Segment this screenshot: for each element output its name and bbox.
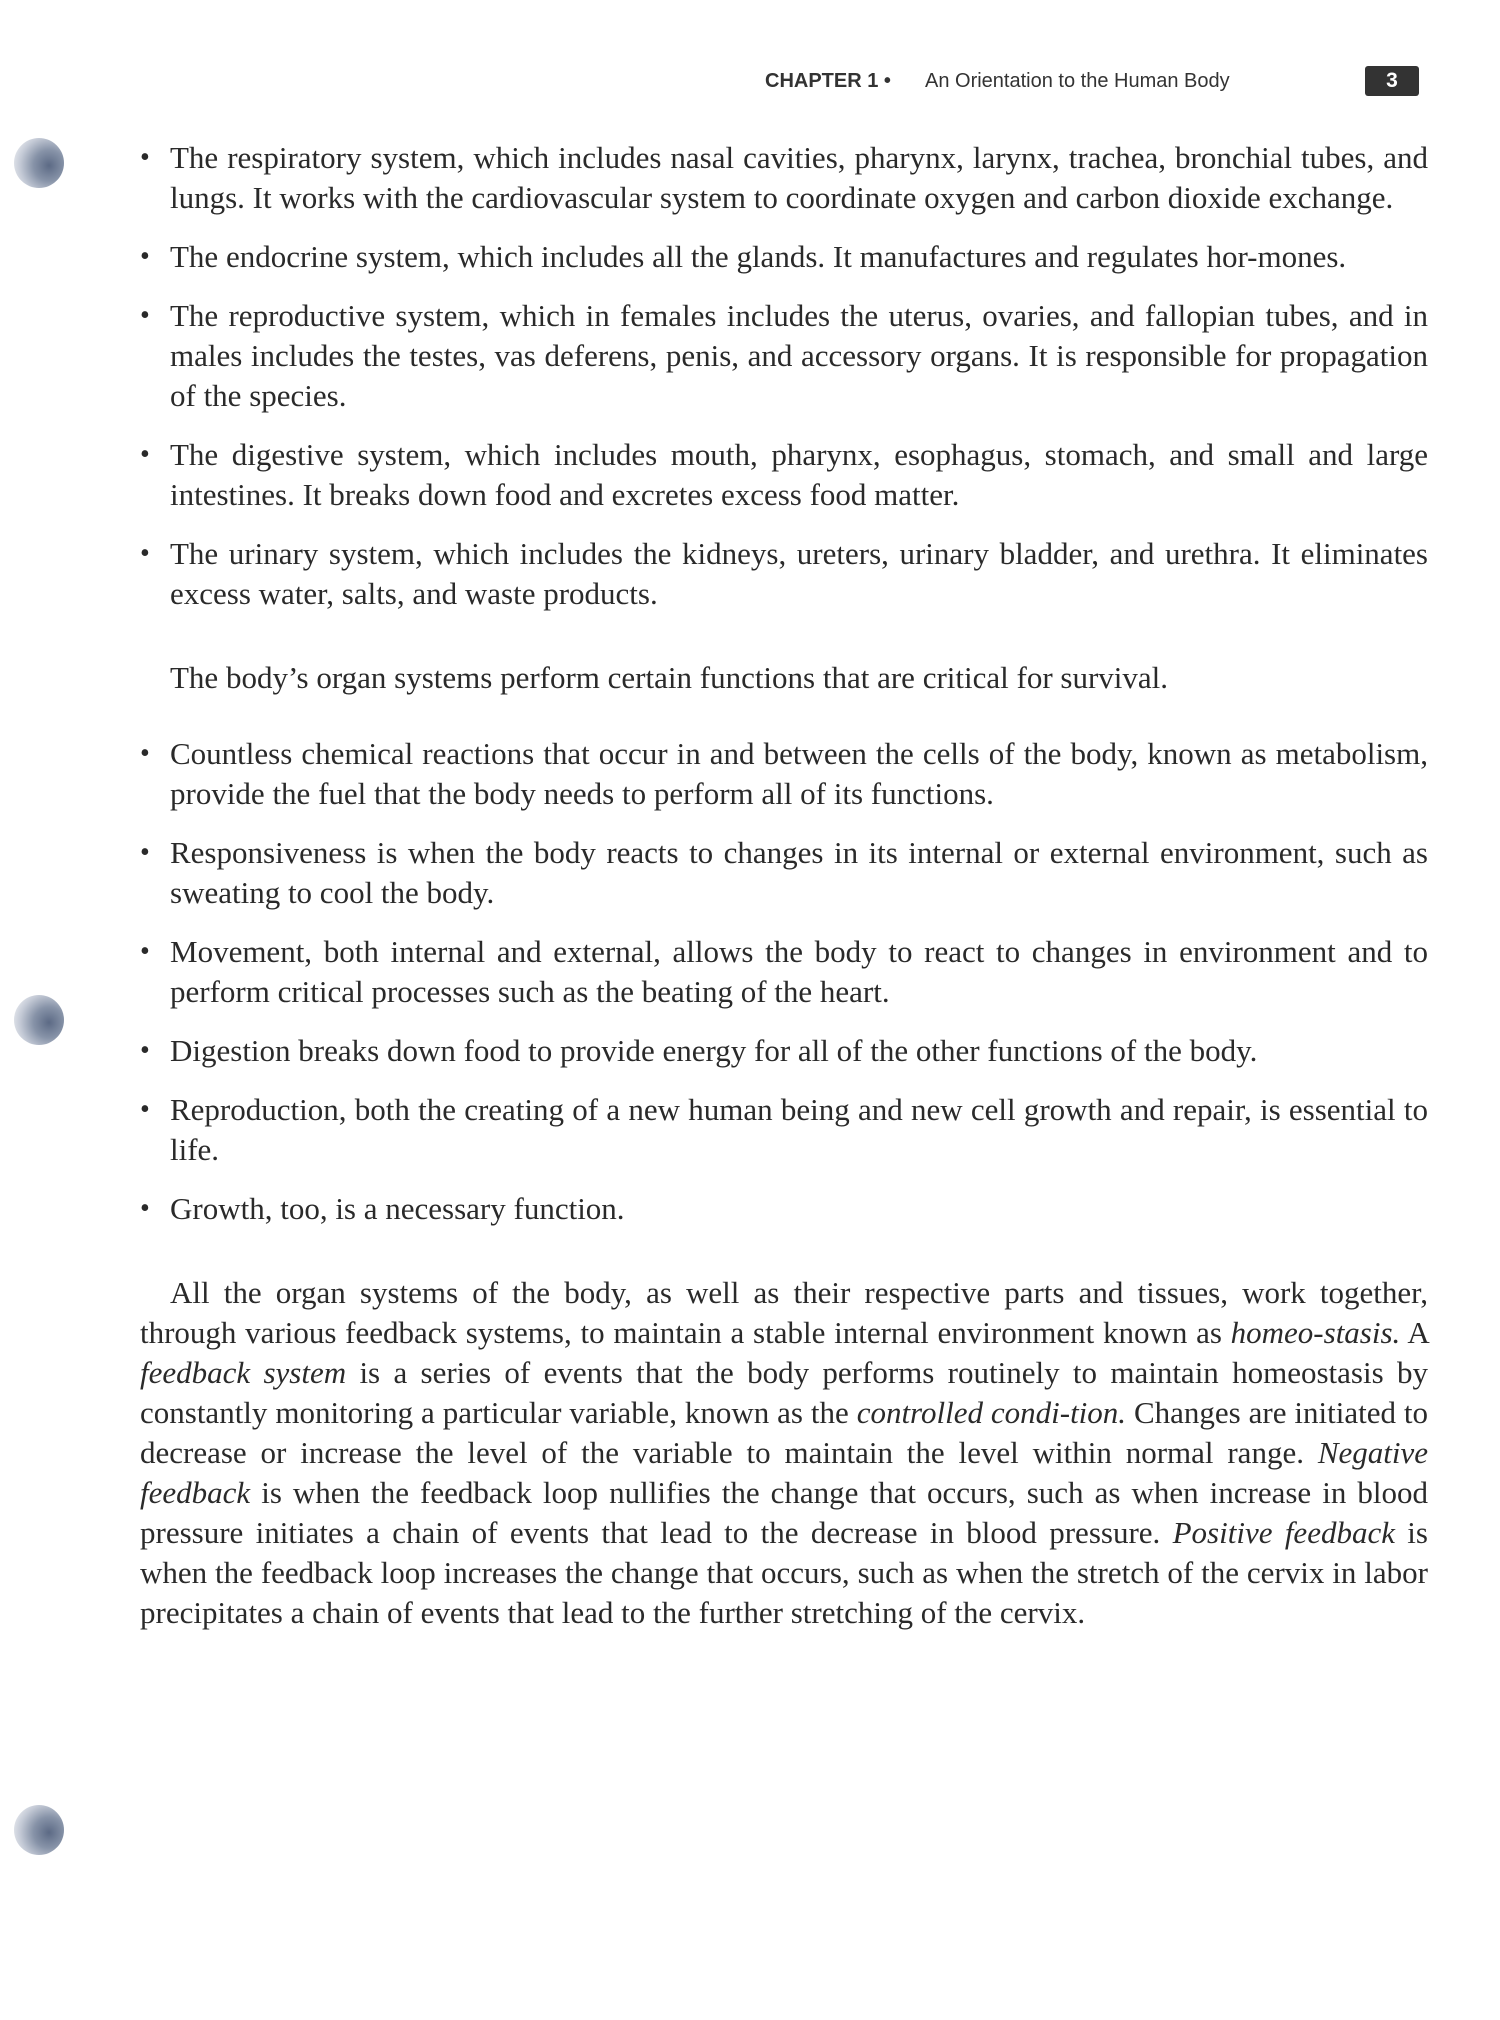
list-item-movement: • Movement, both internal and external, allows the body to react to changes in environment and to perform critical processes such as the beating of the heart. bbox=[140, 932, 1428, 1012]
term-homeostasis: homeo-stasis. bbox=[1230, 1315, 1401, 1350]
term-positive-feedback: Positive feedback bbox=[1172, 1515, 1395, 1550]
list-item-metabolism: • Countless chemical reactions that occur in and between the cells of the body, known as metabolism, provide the fuel that the body needs to perform all of its functions. bbox=[140, 734, 1428, 814]
term-negative-feedback: Negative feedback bbox=[140, 1435, 1428, 1510]
list-item-digestive: • The digestive system, which includes mouth, pharynx, esophagus, stomach, and small and large intestines. It breaks down food and excretes excess food matter. bbox=[140, 435, 1428, 515]
punch-hole-bottom bbox=[14, 1805, 64, 1855]
list-item-urinary: • The urinary system, which includes the kidneys, ureters, urinary bladder, and urethra. It eliminates excess water, salts, and waste products. bbox=[140, 534, 1428, 614]
list-item-reproduction: • Reproduction, both the creating of a new human being and new cell growth and repair, is essential to life. bbox=[140, 1090, 1428, 1170]
running-header bbox=[765, 66, 1425, 100]
chapter-label: CHAPTER 1 • bbox=[765, 70, 891, 92]
list-item-growth: • Growth, too, is a necessary function. bbox=[140, 1189, 1428, 1229]
list-item-endocrine: • The endocrine system, which includes all the glands. It manufactures and regulates hor-mones. bbox=[140, 237, 1428, 277]
list-item-responsiveness: • Responsiveness is when the body reacts to changes in its internal or external environment, such as sweating to cool the body. bbox=[140, 833, 1428, 913]
functions-intro: The body’s organ systems perform certain functions that are critical for survival. bbox=[170, 660, 1169, 695]
term-feedback-system: feedback system bbox=[140, 1355, 347, 1390]
page-body bbox=[140, 138, 1428, 1633]
list-item-digestion: • Digestion breaks down food to provide energy for all of the other functions of the body. bbox=[140, 1031, 1428, 1071]
punch-hole-top bbox=[14, 138, 64, 188]
list-item-respiratory: • The respiratory system, which includes nasal cavities, pharynx, larynx, trachea, bronchial tubes, and lungs. It works with the cardiovascular system to coordinate oxygen and carbon dioxide exchange. bbox=[140, 138, 1428, 218]
page-number-badge: 3 bbox=[1365, 66, 1419, 96]
homeostasis-paragraph: All the organ systems of the body, as well as their respective parts and tissues, work together, through various feedback systems, to maintain a stable internal environment known as homeo-stasis. A feedback system is a series of events that the body performs routinely to maintain homeostasis by constantly monitoring a particular variable, known as the controlled condi-tion. Changes are initiated to decrease or increase the level of the variable to maintain the level within normal range. Negative feedback is when the feedback loop nullifies the change that occurs, such as when increase in blood pressure initiates a chain of events that lead to the decrease in blood pressure. Positive feedback is when the feedback loop increases the change that occurs, such as when the stretch of the cervix in labor precipitates a chain of events that lead to the further stretching of the cervix. bbox=[140, 1275, 1429, 1630]
list-item-reproductive: • The reproductive system, which in females includes the uterus, ovaries, and fallopian tubes, and in males includes the testes, vas deferens, penis, and accessory organs. It is responsible for propagation of the species. bbox=[140, 296, 1428, 416]
organ-systems-list bbox=[140, 138, 1428, 614]
punch-hole-middle bbox=[14, 995, 64, 1045]
chapter-title: An Orientation to the Human Body bbox=[925, 70, 1230, 92]
functions-list bbox=[140, 734, 1428, 1229]
term-controlled-condition: controlled condi-tion. bbox=[856, 1395, 1127, 1430]
